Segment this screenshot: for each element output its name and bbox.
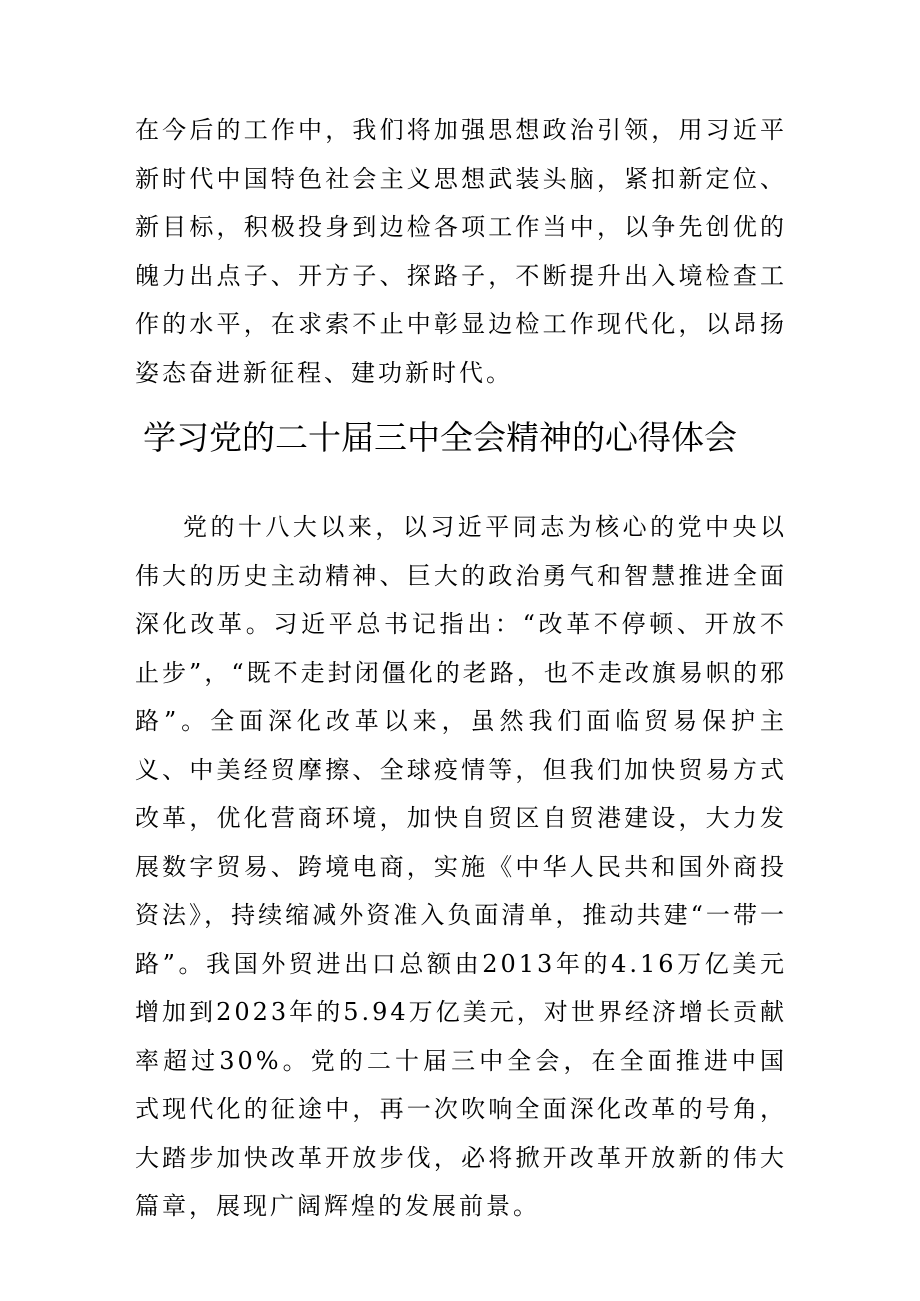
- section-title: 学习党的二十届三中全会精神的心得体会: [143, 418, 737, 457]
- body-paragraph: 党的十八大以来，以习近平同志为核心的党中央以伟大的历史主动精神、巨大的政治勇气和智慧推进全面深化改革。习近平总书记指出：“改革不停顿、开放不止步”，“既不走封闭僵化的老路，也不走改旗易帜的邪路”。全面深化改革以来，虽然我们面临贸易保护主义、中美经贸摩擦、全球疫情等，但我们加快贸易方式改革，优化营商环境，加快自贸区自贸港建设，大力发展数字贸易、跨境电商，实施《中华人民共和国外商投资法》，持续缩减外资准入负面清单，推动共建“一带一路”。我国外贸进出口总额由2013年的4.16万亿美元增加到2023年的5.94万亿美元，对世界经济增长贡献率超过30%。党的二十届三中全会，在全面推进中国式现代化的征途中，再一次吹响全面深化改革的号角，大踏步加快改革开放步伐，必将掀开改革开放新的伟大篇章，展现广阔辉煌的发展前景。: [135, 513, 787, 1220]
- intro-paragraph: 在今后的工作中，我们将加强思想政治引领，用习近平新时代中国特色社会主义思想武装头脑，紧扣新定位、新目标，积极投身到边检各项工作当中，以争先创优的魄力出点子、开方子、探路子，不断提升出入境检查工作的水平，在求索不止中彰显边检工作现代化，以昂扬姿态奋进新征程、建功新时代。: [135, 116, 787, 387]
